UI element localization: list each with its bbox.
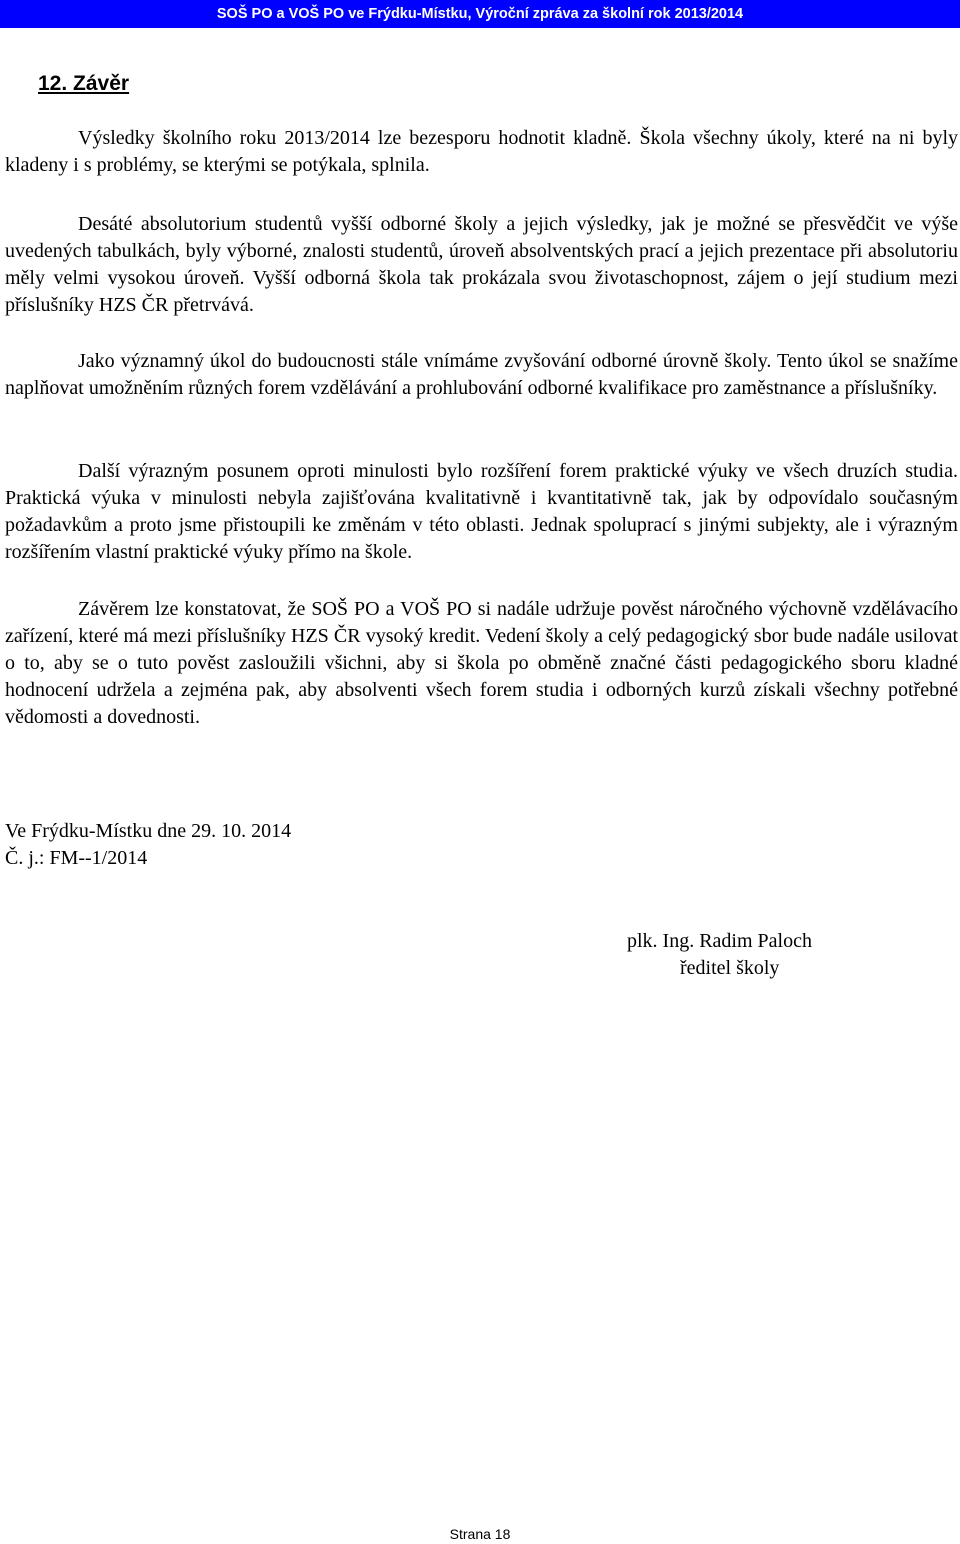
document-header (0, 0, 960, 28)
signatory-role: ředitel školy (680, 957, 780, 979)
signature-place-block (5, 818, 291, 872)
paragraph-5-block (5, 596, 958, 731)
reference-number: Č. j.: FM--1/2014 (5, 847, 148, 869)
page-number: Strana 18 (449, 1526, 511, 1542)
paragraph-4-block (5, 458, 958, 566)
header-text: SOŠ PO a VOŠ PO ve Frýdku-Místku, Výroční zpráva za školní rok 2013/2014 (216, 6, 744, 22)
paragraph-5: Závěrem lze konstatovat, že SOŠ PO a VOŠ PO si nadále udržuje pověst náročného výchovně vzdělávacího zařízení, které má mezi příslušníky HZS ČR vysoký kredit. Vedení školy a celý pedagogický sbor bude nadále usilovat o to, aby se o tuto pověst zasloužili všichni, aby si škola po obměně značné části pedagogického sboru kladné hodnocení udržela a zejména pak, aby absolventi všech forem studia i odborných kurzů získali všechny potřebné vědomosti a dovednosti. (5, 598, 958, 728)
paragraph-1: Výsledky školního roku 2013/2014 lze bezesporu hodnotit kladně. Škola všechny úkoly, které na ni byly kladeny i s problémy, se kterými se potýkala, splnila. (5, 127, 958, 176)
paragraph-2-block (5, 211, 958, 319)
paragraph-1-block (5, 125, 958, 179)
paragraph-2: Desáté absolutorium studentů vyšší odborné školy a jejich výsledky, jak je možné se přesvědčit ve výše uvedených tabulkách, byly výborné, znalosti studentů, úroveň absolventských prací a jejich prezentace při absolutoriu měly velmi vysokou úroveň. Vyšší odborná škola tak prokázala svou životaschopnost, zájem o její studium mezi příslušníky HZS ČR přetrvává. (5, 213, 958, 316)
place-date: Ve Frýdku-Místku dne 29. 10. 2014 (5, 820, 292, 842)
signature-block (627, 928, 812, 982)
signatory-name: plk. Ing. Radim Paloch (627, 930, 812, 952)
paragraph-4: Další výrazným posunem oproti minulosti bylo rozšíření forem praktické výuky ve všech druzích studia. Praktická výuka v minulosti nebyla zajišťována kvalitativně i kvantitativně tak, jak by odpovídalo současným požadavkům a proto jsme přistoupili ke změnám v této oblasti. Jednak spoluprací s jinými subjekty, ale i výrazným rozšířením vlastní praktické výuky přímo na škole. (5, 460, 958, 563)
paragraph-3: Jako významný úkol do budoucnosti stále vnímáme zvyšování odborné úrovně školy. Tento úkol se snažíme naplňovat umožněním různých forem vzdělávání a prohlubování odborné kvalifikace pro zaměstnance a příslušníky. (5, 350, 958, 399)
paragraph-3-block (5, 348, 958, 402)
section-title: 12. Závěr (38, 72, 130, 95)
